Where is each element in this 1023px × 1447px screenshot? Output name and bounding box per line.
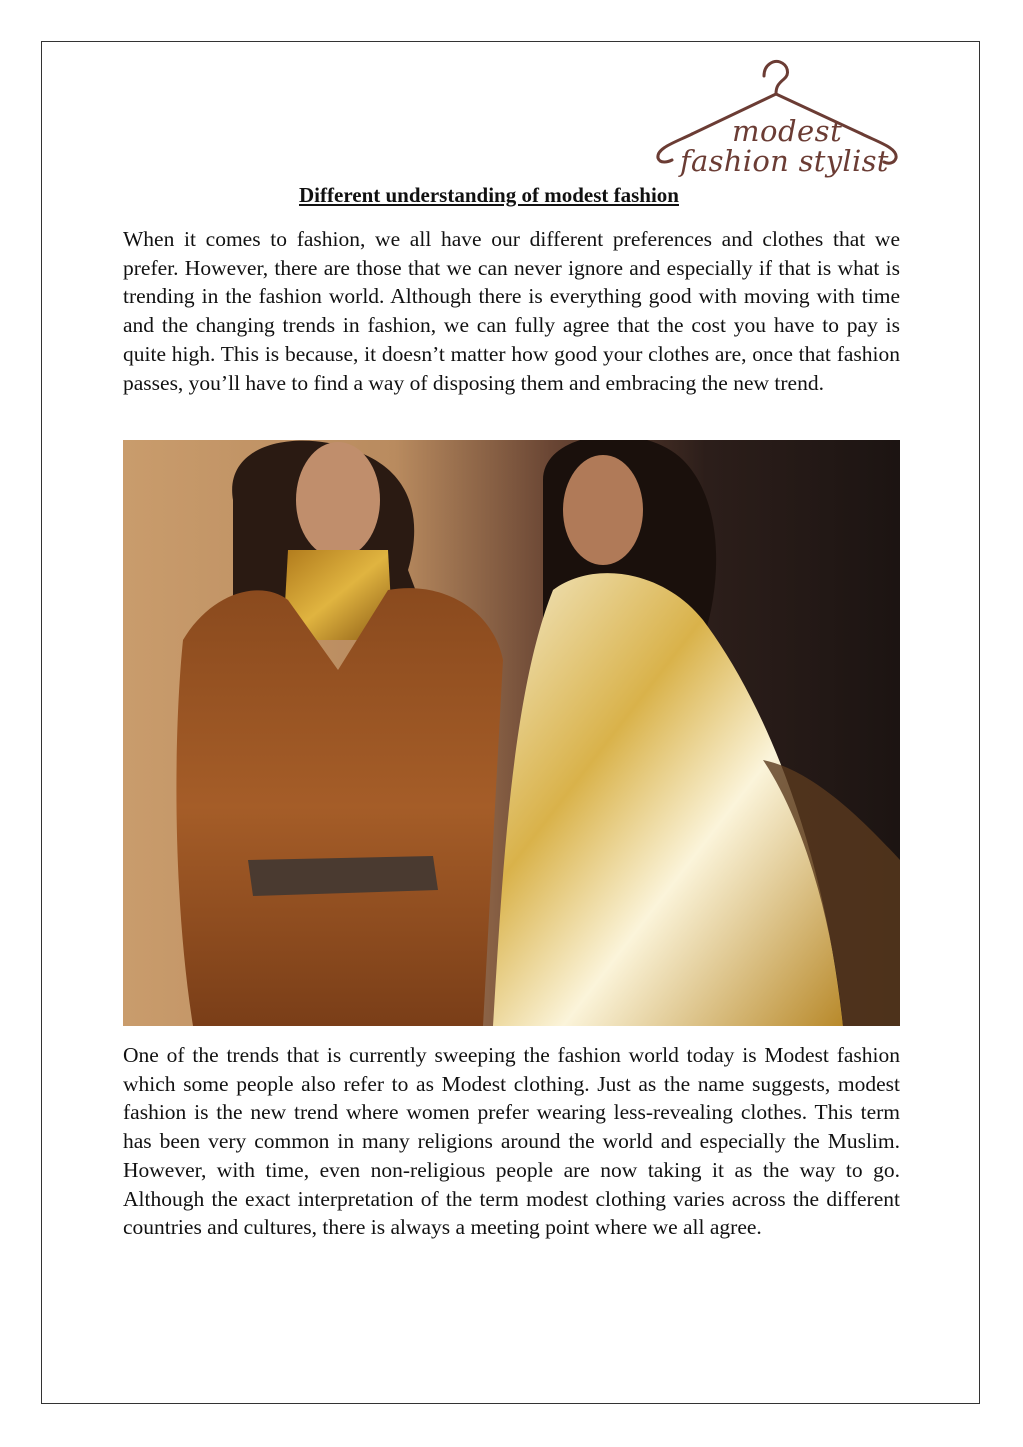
logo-text-modest: modest [732, 114, 843, 148]
article-paragraph-intro: When it comes to fashion, we all have our different preferences and clothes that we prefer. However, there are those that we can never ignore and especially if that is what is trending in the fashion world. Although there is everything good with moving with time and the changing trends in fashion, we can fully agree that the cost you have to pay is quite high. This is because, it doesn’t matter how good your clothes are, once that fashion passes, you’ll have to find a way of disposing them and embracing the new trend. [123, 227, 900, 395]
article-title: Different understanding of modest fashion [299, 183, 679, 207]
brand-logo [652, 56, 902, 182]
fashion-photo [123, 440, 900, 1026]
article-paragraph-modest-fashion: One of the trends that is currently sweeping the fashion world today is Modest fashion which some people also refer to as Modest clothing. Just as the name suggests, modest fashion is the new trend where women prefer wearing less-revealing clothes. This term has been very common in many religions around the world and especially the Muslim. However, with time, even non-religious people are now taking it as the way to go. Although the exact interpretation of the term modest clothing varies across the different countries and cultures, there is always a meeting point where we all agree. [123, 1043, 900, 1240]
logo-text-fashion-stylist: fashion stylist [680, 144, 889, 178]
